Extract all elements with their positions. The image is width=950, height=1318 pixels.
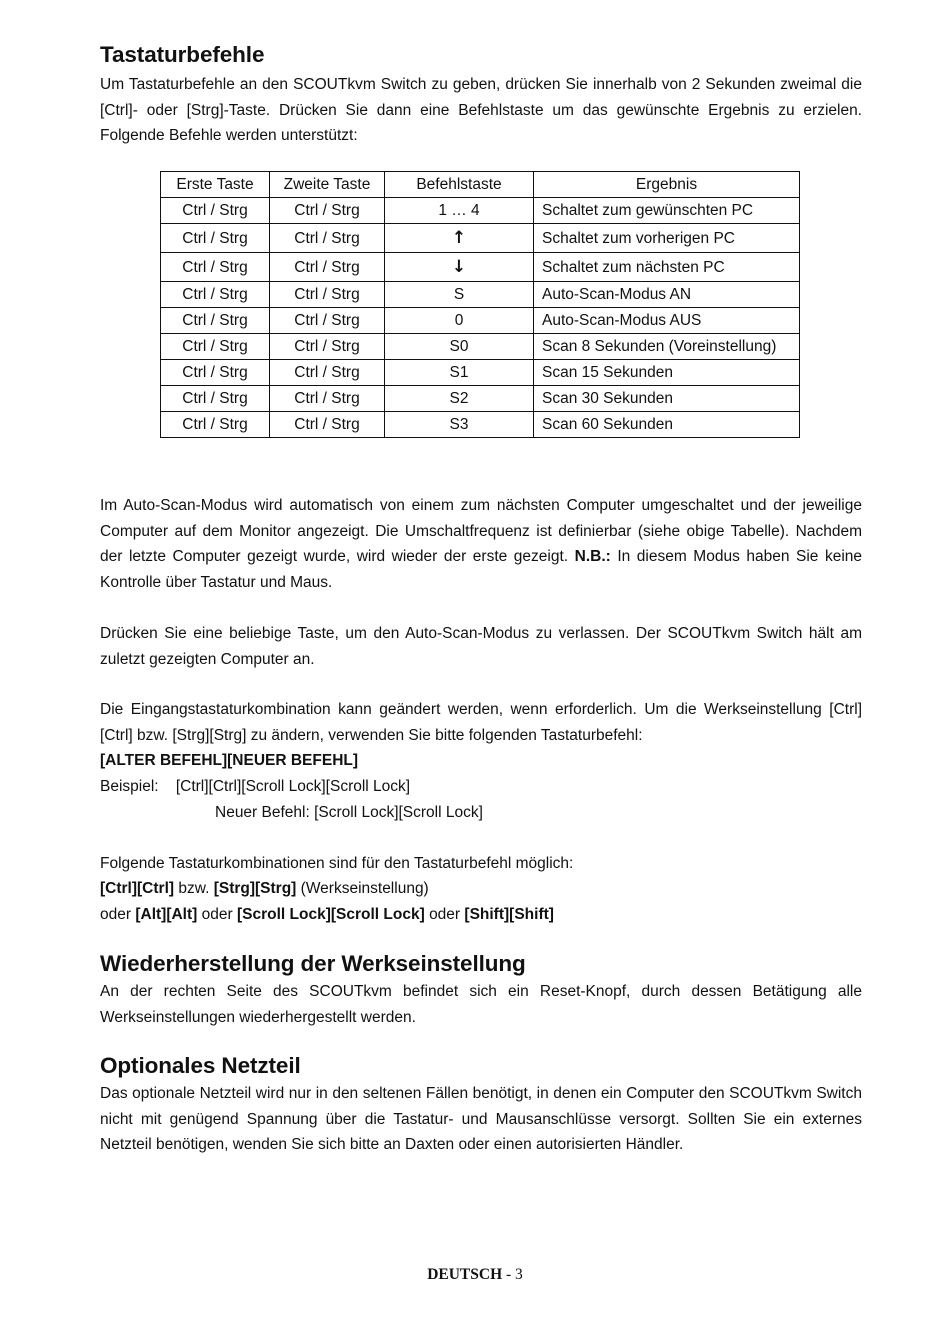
result-cell: Scan 8 Sekunden (Voreinstellung) [534,334,800,360]
nb-text: In diesem Modus haben Sie keine Kontrolle über Tastatur und Maus. [100,548,863,591]
table-row [161,198,800,224]
section-title-netzteil: Optionales Netzteil [100,1053,301,1078]
first-key-cell: Ctrl / Strg [161,412,270,438]
first-key-cell: Ctrl / Strg [161,386,270,412]
command-key-cell: S [385,282,534,308]
table-row [161,282,800,308]
first-key-cell: Ctrl / Strg [161,360,270,386]
section-title-tastaturbefehle: Tastaturbefehle [100,42,265,67]
command-key-cell: 1 … 4 [385,198,534,224]
change-paragraph: Die Eingangstastaturkombination kann geändert werden, wenn erforderlich. Um die Werkseinstellung [Ctrl][Ctrl] bzw. [Strg][Strg] zu ändern, verwenden Sie bitte folgenden Tastaturbefehl: [100,701,862,744]
combos-line-1 [100,876,862,902]
reset-paragraph: An der rechten Seite des SCOUTkvm befindet sich ein Reset-Knopf, durch dessen Betätigung alle Werkseinstellungen wiederhergestellt werden. [100,983,862,1026]
command-key-cell: 0 [385,308,534,334]
command-key-cell: S2 [385,386,534,412]
first-key-cell: Ctrl / Strg [161,253,270,282]
example-new-command: Neuer Befehl: [Scroll Lock][Scroll Lock] [215,804,483,821]
result-cell: Scan 30 Sekunden [534,386,800,412]
nb-label: N.B.: [574,548,611,565]
second-key-cell: Ctrl / Strg [270,253,385,282]
footer-label: DEUTSCH [427,1266,503,1283]
header-cell: Erste Taste [161,172,270,198]
second-key-cell: Ctrl / Strg [270,282,385,308]
second-key-cell: Ctrl / Strg [270,386,385,412]
section-title-werkseinstellung: Wiederherstellung der Werkseinstellung [100,951,526,976]
table-row [161,253,800,282]
netzteil-paragraph: Das optionale Netzteil wird nur in den seltenen Fällen benötigt, in denen ein Computer den SCOUTkvm Switch nicht mit genügend Spannung über die Tastatur- und Mausanschlüsse versorgt. Sollten Sie ein externes Netzteil benötigen, wenden Sie sich bitte an Daxten oder einen autorisierten Händler. [100,1085,862,1153]
table-row [161,224,800,253]
table-row [161,386,800,412]
arrow-down-icon: ↓ [385,253,534,282]
result-cell: Schaltet zum gewünschten PC [534,198,800,224]
first-key-cell: Ctrl / Strg [161,198,270,224]
result-cell: Scan 60 Sekunden [534,412,800,438]
command-key-cell: S1 [385,360,534,386]
header-cell: Ergebnis [534,172,800,198]
combo-oder: oder [429,906,461,923]
result-cell: Auto-Scan-Modus AN [534,282,800,308]
autoscan-text: Im Auto-Scan-Modus wird automatisch von einem zum nächsten Computer umgeschaltet und der jeweilige Computer auf dem Monitor angezeigt. Die Umschaltfrequenz ist definierbar (siehe obige Tabelle). Nachdem der letzte Computer gezeigt wurde, wird wieder der erste gezeigt. [100,497,862,565]
first-key-cell: Ctrl / Strg [161,308,270,334]
combo-scroll: [Scroll Lock][Scroll Lock] [236,906,425,923]
result-cell: Scan 15 Sekunden [534,360,800,386]
first-key-cell: Ctrl / Strg [161,224,270,253]
second-key-cell: Ctrl / Strg [270,334,385,360]
combo-bzw: bzw. [178,880,210,897]
exit-paragraph: Drücken Sie eine beliebige Taste, um den Auto-Scan-Modus zu verlassen. Der SCOUTkvm Switch hält am zuletzt gezeigten Computer an. [100,625,862,668]
command-key-cell: S0 [385,334,534,360]
second-key-cell: Ctrl / Strg [270,224,385,253]
combos-line-2 [100,902,862,928]
page-number: 3 [515,1266,523,1283]
header-cell: Befehlstaste [385,172,534,198]
second-key-cell: Ctrl / Strg [270,412,385,438]
table-row [161,360,800,386]
combo-ctrl: [Ctrl][Ctrl] [100,880,175,897]
table-row [161,334,800,360]
combo-oder: oder [201,906,233,923]
combo-strg: [Strg][Strg] [213,880,297,897]
combo-shift: [Shift][Shift] [464,906,554,923]
combo-default-note: (Werkseinstellung) [300,880,429,897]
table-row [161,308,800,334]
combo-oder: oder [100,906,132,923]
command-key-cell: S3 [385,412,534,438]
second-key-cell: Ctrl / Strg [270,308,385,334]
command-syntax: [ALTER BEFEHL][NEUER BEFEHL] [100,752,359,769]
header-cell: Zweite Taste [270,172,385,198]
second-key-cell: Ctrl / Strg [270,360,385,386]
intro-paragraph: Um Tastaturbefehle an den SCOUTkvm Switch zu geben, drücken Sie innerhalb von 2 Sekunden zweimal die [Ctrl]- oder [Strg]-Taste. Drücken Sie dann eine Befehlstaste um das gewünschte Ergebnis zu erzielen. Folgende Befehle werden unterstützt: [100,76,862,144]
table-header-row [161,172,800,198]
first-key-cell: Ctrl / Strg [161,334,270,360]
result-cell: Auto-Scan-Modus AUS [534,308,800,334]
command-table [160,171,800,438]
combos-intro: Folgende Tastaturkombinationen sind für den Tastaturbefehl möglich: [100,855,574,872]
first-key-cell: Ctrl / Strg [161,282,270,308]
result-cell: Schaltet zum nächsten PC [534,253,800,282]
arrow-up-icon: ↑ [385,224,534,253]
table-row [161,412,800,438]
example-line [100,774,862,800]
combo-alt: [Alt][Alt] [135,906,198,923]
autoscan-paragraph [100,493,862,595]
result-cell: Schaltet zum vorherigen PC [534,224,800,253]
second-key-cell: Ctrl / Strg [270,198,385,224]
page-footer [0,1266,950,1284]
example-label: Beispiel: [100,778,159,795]
example-old-command: [Ctrl][Ctrl][Scroll Lock][Scroll Lock] [175,778,411,795]
footer-separator: - [502,1266,516,1283]
